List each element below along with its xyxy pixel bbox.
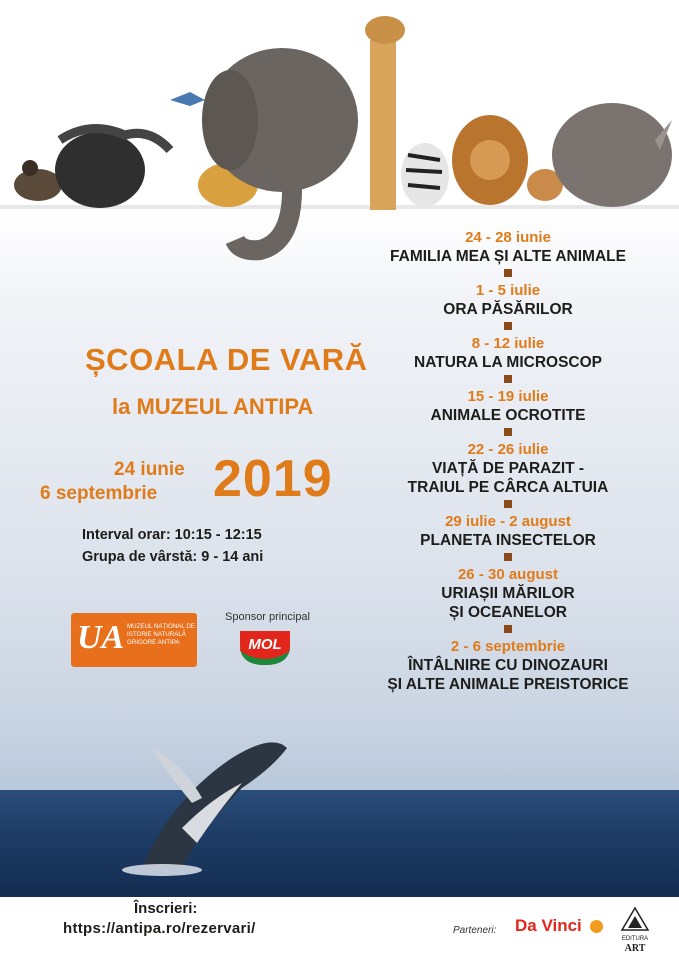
- page-title: ȘCOALA DE VARĂ: [85, 342, 368, 377]
- schedule-dates: 26 - 30 august: [457, 566, 559, 583]
- schedule-dates: 29 iulie - 2 august: [445, 513, 571, 530]
- schedule-dates: 24 - 28 iunie: [465, 229, 551, 246]
- schedule-item: [338, 512, 678, 561]
- schedule-topic: ÎNTÂLNIRE CU DINOZAURI: [408, 657, 608, 674]
- bullet-square-icon: [504, 322, 512, 330]
- mol-logo: [236, 625, 294, 667]
- davinci-sun-icon: [590, 920, 603, 933]
- schedule-dates: 1 - 5 iulie: [475, 282, 541, 299]
- schedule-item: [338, 637, 678, 694]
- date-start: 24 iunie: [114, 459, 185, 480]
- date-end: 6 septembrie: [40, 483, 158, 504]
- schedule-topic: VIAȚĂ DE PARAZIT -: [431, 460, 585, 477]
- schedule-topic: ȘI ALTE ANIMALE PREISTORICE: [387, 676, 629, 693]
- year: 2019: [213, 450, 333, 508]
- museum-logo: [71, 613, 197, 667]
- bullet-square-icon: [504, 553, 512, 561]
- bullet-square-icon: [504, 375, 512, 383]
- schedule-topic: ORA PĂSĂRILOR: [443, 301, 573, 318]
- schedule-list: [338, 228, 678, 694]
- schedule-item: [338, 440, 678, 508]
- schedule-item: [338, 387, 678, 436]
- editura-art-logo: [620, 906, 650, 954]
- schedule-dates: 8 - 12 iulie: [471, 335, 545, 352]
- signup-link[interactable]: https://antipa.ro/rezervari/: [63, 920, 256, 937]
- animals-illustration: [0, 0, 679, 265]
- schedule-topic: TRAIUL PE CÂRCA ALTUIA: [407, 479, 609, 496]
- museum-logo-mark: UA: [77, 619, 125, 656]
- sponsor-label: Sponsor principal: [225, 611, 310, 623]
- museum-logo-text: MUZEUL NAȚIONAL DE ISTORIE NATURALĂ GRIGORE ANTIPA: [127, 623, 195, 646]
- bullet-square-icon: [504, 625, 512, 633]
- schedule-topic: ANIMALE OCROTITE: [430, 407, 586, 424]
- editura-label: EDITURA: [621, 936, 649, 942]
- schedule-item: [338, 228, 678, 277]
- schedule-item: [338, 281, 678, 330]
- ocean-background: [0, 790, 679, 900]
- art-label: ART: [624, 943, 646, 954]
- schedule-item: [338, 565, 678, 633]
- bullet-square-icon: [504, 428, 512, 436]
- schedule-dates: 2 - 6 septembrie: [450, 638, 566, 655]
- page-subtitle: la MUZEUL ANTIPA: [112, 394, 314, 419]
- schedule-item: [338, 334, 678, 383]
- interval-text: Interval orar: 10:15 - 12:15: [82, 527, 262, 543]
- schedule-dates: 22 - 26 iulie: [467, 441, 549, 458]
- schedule-dates: 15 - 19 iulie: [467, 388, 549, 405]
- schedule-topic: NATURA LA MICROSCOP: [414, 354, 602, 371]
- bullet-square-icon: [504, 500, 512, 508]
- schedule-topic: PLANETA INSECTELOR: [420, 532, 596, 549]
- davinci-logo: [515, 916, 603, 936]
- signup-label: Înscrieri:: [134, 900, 198, 917]
- age-group-text: Grupa de vârstă: 9 - 14 ani: [82, 549, 264, 565]
- mol-logo-text: MOL: [248, 636, 282, 653]
- whale-illustration: [122, 728, 292, 878]
- davinci-logo-text: Da Vinci: [515, 916, 582, 935]
- schedule-topic: ȘI OCEANELOR: [449, 604, 567, 621]
- schedule-topic: URIAȘII MĂRILOR: [441, 585, 575, 602]
- bullet-square-icon: [504, 269, 512, 277]
- schedule-topic: FAMILIA MEA ȘI ALTE ANIMALE: [390, 248, 626, 265]
- partners-label: Parteneri:: [453, 925, 497, 936]
